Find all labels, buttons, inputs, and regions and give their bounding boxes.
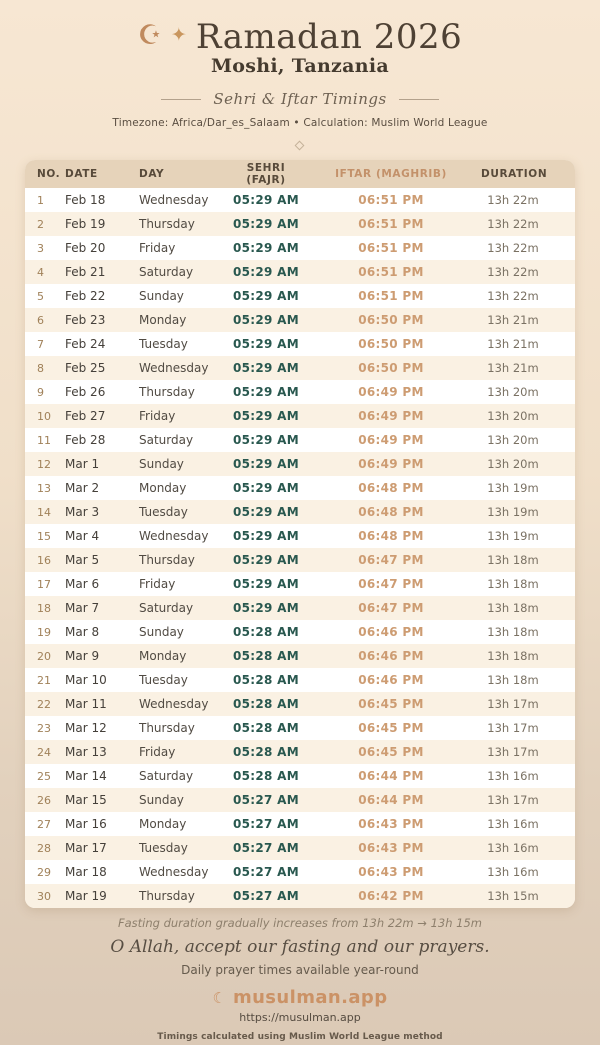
cell-row-number: 7 — [37, 337, 44, 351]
cell-row-number: 6 — [37, 313, 44, 327]
cell-duration: 13h 21m — [487, 337, 539, 351]
cell-iftar-time: 06:45 PM — [358, 697, 424, 711]
cell-iftar-time: 06:48 PM — [358, 505, 424, 519]
table-row — [25, 692, 575, 716]
table-row — [25, 524, 575, 548]
cell-iftar-time: 06:49 PM — [358, 457, 424, 471]
cell-duration: 13h 17m — [487, 793, 539, 807]
cell-iftar-time: 06:48 PM — [358, 481, 424, 495]
table-row — [25, 236, 575, 260]
cell-date: Mar 14 — [65, 769, 107, 783]
cell-date: Mar 15 — [65, 793, 107, 807]
table-row — [25, 788, 575, 812]
cell-day: Wednesday — [139, 865, 209, 879]
cell-date: Mar 13 — [65, 745, 107, 759]
cell-date: Mar 17 — [65, 841, 107, 855]
cell-duration: 13h 16m — [487, 769, 539, 783]
table-row — [25, 404, 575, 428]
cell-row-number: 10 — [37, 409, 51, 423]
cell-duration: 13h 15m — [487, 889, 539, 903]
cell-date: Mar 7 — [65, 601, 100, 615]
cell-iftar-time: 06:50 PM — [358, 337, 424, 351]
cell-duration: 13h 16m — [487, 841, 539, 855]
cell-row-number: 16 — [37, 553, 51, 567]
cell-duration: 13h 22m — [487, 265, 539, 279]
cell-day: Monday — [139, 649, 187, 663]
cell-duration: 13h 22m — [487, 241, 539, 255]
diamond-divider — [112, 142, 487, 149]
cell-day: Monday — [139, 817, 187, 831]
cell-duration: 13h 18m — [487, 649, 539, 663]
cell-sehri-time: 05:29 AM — [232, 553, 299, 567]
cell-day: Friday — [139, 409, 176, 423]
cell-sehri-time: 05:29 AM — [232, 337, 299, 351]
cell-sehri-time: 05:28 AM — [232, 745, 299, 759]
table-row — [25, 188, 575, 212]
cell-iftar-time: 06:47 PM — [358, 577, 424, 591]
cell-date: Mar 6 — [65, 577, 100, 591]
table-row — [25, 500, 575, 524]
cell-day: Monday — [139, 313, 187, 327]
cell-row-number: 24 — [37, 745, 51, 759]
cell-sehri-time: 05:29 AM — [232, 409, 299, 423]
cell-date: Mar 4 — [65, 529, 100, 543]
cell-duration: 13h 18m — [487, 625, 539, 639]
column-header-duration: DURATION — [481, 168, 548, 180]
cell-iftar-time: 06:51 PM — [358, 193, 424, 207]
cell-row-number: 19 — [37, 625, 51, 639]
cell-row-number: 3 — [37, 241, 44, 255]
table-row — [25, 884, 575, 908]
section-title-row — [112, 90, 487, 108]
cell-day: Sunday — [139, 457, 184, 471]
cell-row-number: 25 — [37, 769, 51, 783]
availability-text: Daily prayer times available year-round — [181, 963, 419, 977]
left-divider-line — [161, 99, 201, 100]
table-row — [25, 212, 575, 236]
website-url[interactable]: https://musulman.app — [239, 1011, 361, 1024]
cell-duration: 13h 16m — [487, 865, 539, 879]
cell-duration: 13h 20m — [487, 409, 539, 423]
cell-sehri-time: 05:29 AM — [232, 265, 299, 279]
cell-row-number: 1 — [37, 193, 44, 207]
cell-day: Tuesday — [139, 673, 188, 687]
cell-iftar-time: 06:50 PM — [358, 361, 424, 375]
cell-sehri-time: 05:27 AM — [232, 793, 299, 807]
cell-sehri-time: 05:28 AM — [232, 673, 299, 687]
table-row — [25, 740, 575, 764]
table-row — [25, 380, 575, 404]
table-row — [25, 764, 575, 788]
cell-iftar-time: 06:49 PM — [358, 433, 424, 447]
cell-date: Feb 28 — [65, 433, 106, 447]
cell-iftar-time: 06:43 PM — [358, 841, 424, 855]
cell-sehri-time: 05:29 AM — [232, 481, 299, 495]
timings-table — [25, 160, 575, 908]
cell-iftar-time: 06:45 PM — [358, 721, 424, 735]
cell-day: Sunday — [139, 625, 184, 639]
table-row — [25, 332, 575, 356]
table-body — [25, 188, 575, 908]
table-row — [25, 812, 575, 836]
table-row — [25, 596, 575, 620]
table-row — [25, 860, 575, 884]
cell-date: Feb 18 — [65, 193, 106, 207]
cell-date: Mar 18 — [65, 865, 107, 879]
cell-duration: 13h 19m — [487, 481, 539, 495]
cell-row-number: 30 — [37, 889, 51, 903]
cell-row-number: 8 — [37, 361, 44, 375]
cell-date: Feb 27 — [65, 409, 106, 423]
table-row — [25, 260, 575, 284]
cell-date: Mar 5 — [65, 553, 100, 567]
calculation-method-note: Timings calculated using Muslim World League method — [157, 1032, 443, 1042]
cell-iftar-time: 06:43 PM — [358, 865, 424, 879]
cell-sehri-time: 05:29 AM — [232, 529, 299, 543]
dua-text: O Allah, accept our fasting and our prayers. — [110, 937, 490, 957]
page-header — [112, 0, 487, 149]
cell-sehri-time: 05:29 AM — [232, 289, 299, 303]
cell-day: Friday — [139, 577, 176, 591]
cell-duration: 13h 19m — [487, 505, 539, 519]
cell-row-number: 22 — [37, 697, 51, 711]
cell-iftar-time: 06:44 PM — [358, 793, 424, 807]
title-row — [112, 17, 487, 57]
column-header-sehri: SEHRI (FAJR) — [246, 162, 286, 186]
cell-row-number: 12 — [37, 457, 51, 471]
cell-sehri-time: 05:29 AM — [232, 385, 299, 399]
cell-day: Thursday — [139, 385, 195, 399]
cell-row-number: 11 — [37, 433, 51, 447]
cell-date: Feb 22 — [65, 289, 106, 303]
cell-sehri-time: 05:29 AM — [232, 241, 299, 255]
cell-sehri-time: 05:28 AM — [232, 721, 299, 735]
page-title: Ramadan 2026 — [195, 17, 463, 57]
cell-duration: 13h 17m — [487, 697, 539, 711]
cell-duration: 13h 17m — [487, 745, 539, 759]
brand-row — [110, 987, 489, 1008]
table-row — [25, 620, 575, 644]
cell-sehri-time: 05:29 AM — [232, 505, 299, 519]
cell-iftar-time: 06:45 PM — [358, 745, 424, 759]
cell-sehri-time: 05:29 AM — [232, 457, 299, 471]
cell-row-number: 13 — [37, 481, 51, 495]
cell-iftar-time: 06:47 PM — [358, 553, 424, 567]
cell-duration: 13h 18m — [487, 673, 539, 687]
cell-date: Mar 3 — [65, 505, 100, 519]
cell-row-number: 21 — [37, 673, 51, 687]
table-row — [25, 644, 575, 668]
cell-date: Mar 11 — [65, 697, 107, 711]
cell-day: Tuesday — [139, 505, 188, 519]
four-pointed-star-icon: ✦ — [170, 23, 187, 46]
cell-date: Feb 23 — [65, 313, 106, 327]
cell-duration: 13h 18m — [487, 601, 539, 615]
cell-day: Friday — [139, 745, 176, 759]
cell-sehri-time: 05:29 AM — [232, 601, 299, 615]
cell-sehri-time: 05:28 AM — [232, 649, 299, 663]
cell-sehri-time: 05:28 AM — [232, 697, 299, 711]
cell-duration: 13h 21m — [487, 361, 539, 375]
cell-date: Feb 26 — [65, 385, 106, 399]
cell-date: Mar 19 — [65, 889, 107, 903]
cell-row-number: 29 — [37, 865, 51, 879]
cell-row-number: 5 — [37, 289, 44, 303]
cell-iftar-time: 06:51 PM — [358, 265, 424, 279]
table-row — [25, 428, 575, 452]
cell-row-number: 14 — [37, 505, 51, 519]
right-divider-line — [399, 99, 439, 100]
star-and-crescent-icon: ☪ — [137, 19, 162, 51]
cell-date: Feb 21 — [65, 265, 106, 279]
cell-sehri-time: 05:29 AM — [232, 193, 299, 207]
cell-date: Feb 24 — [65, 337, 106, 351]
cell-row-number: 9 — [37, 385, 44, 399]
cell-duration: 13h 16m — [487, 817, 539, 831]
cell-day: Monday — [139, 481, 187, 495]
table-row — [25, 356, 575, 380]
cell-day: Saturday — [139, 433, 194, 447]
cell-day: Wednesday — [139, 697, 209, 711]
cell-sehri-time: 05:29 AM — [232, 361, 299, 375]
cell-date: Mar 12 — [65, 721, 107, 735]
section-title: Sehri & Iftar Timings — [213, 90, 387, 108]
cell-date: Feb 19 — [65, 217, 106, 231]
cell-iftar-time: 06:48 PM — [358, 529, 424, 543]
cell-row-number: 4 — [37, 265, 44, 279]
cell-sehri-time: 05:29 AM — [232, 433, 299, 447]
cell-row-number: 20 — [37, 649, 51, 663]
cell-sehri-time: 05:29 AM — [232, 313, 299, 327]
cell-sehri-time: 05:27 AM — [232, 865, 299, 879]
page-footer — [110, 916, 489, 1042]
cell-duration: 13h 22m — [487, 289, 539, 303]
cell-iftar-time: 06:51 PM — [358, 217, 424, 231]
cell-iftar-time: 06:46 PM — [358, 673, 424, 687]
cell-iftar-time: 06:43 PM — [358, 817, 424, 831]
cell-duration: 13h 19m — [487, 529, 539, 543]
cell-row-number: 27 — [37, 817, 51, 831]
duration-trend-note: Fasting duration gradually increases from 13h 22m → 13h 15m — [117, 916, 482, 930]
cell-date: Mar 16 — [65, 817, 107, 831]
cell-date: Feb 25 — [65, 361, 106, 375]
location-subtitle: Moshi, Tanzania — [210, 55, 390, 77]
cell-iftar-time: 06:46 PM — [358, 649, 424, 663]
timezone-calculation-info: Timezone: Africa/Dar_es_Salaam • Calculation: Muslim World League — [112, 117, 488, 129]
cell-duration: 13h 18m — [487, 577, 539, 591]
column-header-no: NO. — [37, 168, 61, 180]
cell-date: Mar 10 — [65, 673, 107, 687]
cell-day: Wednesday — [139, 193, 209, 207]
cell-day: Thursday — [139, 217, 195, 231]
cell-duration: 13h 20m — [487, 433, 539, 447]
cell-iftar-time: 06:50 PM — [358, 313, 424, 327]
cell-day: Tuesday — [139, 337, 188, 351]
cell-day: Thursday — [139, 553, 195, 567]
table-row — [25, 476, 575, 500]
cell-duration: 13h 20m — [487, 457, 539, 471]
crescent-moon-icon: ☾ — [212, 988, 226, 1007]
column-header-day: DAY — [139, 168, 165, 180]
cell-duration: 13h 18m — [487, 553, 539, 567]
cell-row-number: 23 — [37, 721, 51, 735]
cell-duration: 13h 17m — [487, 721, 539, 735]
cell-day: Sunday — [139, 793, 184, 807]
column-header-date: DATE — [65, 168, 98, 180]
table-row — [25, 452, 575, 476]
cell-sehri-time: 05:28 AM — [232, 769, 299, 783]
cell-iftar-time: 06:42 PM — [358, 889, 424, 903]
cell-row-number: 17 — [37, 577, 51, 591]
cell-iftar-time: 06:51 PM — [358, 241, 424, 255]
cell-sehri-time: 05:27 AM — [232, 817, 299, 831]
cell-day: Saturday — [139, 265, 194, 279]
cell-duration: 13h 20m — [487, 385, 539, 399]
cell-sehri-time: 05:27 AM — [232, 841, 299, 855]
cell-duration: 13h 22m — [487, 193, 539, 207]
table-header-row — [25, 160, 575, 188]
cell-day: Saturday — [139, 769, 194, 783]
cell-day: Thursday — [139, 889, 195, 903]
cell-day: Tuesday — [139, 841, 188, 855]
cell-sehri-time: 05:29 AM — [232, 217, 299, 231]
cell-row-number: 28 — [37, 841, 51, 855]
cell-day: Wednesday — [139, 529, 209, 543]
cell-iftar-time: 06:46 PM — [358, 625, 424, 639]
brand-name: musulman.app — [232, 987, 388, 1008]
cell-date: Mar 9 — [65, 649, 100, 663]
cell-date: Mar 1 — [65, 457, 100, 471]
table-row — [25, 572, 575, 596]
cell-day: Saturday — [139, 601, 194, 615]
cell-date: Mar 8 — [65, 625, 100, 639]
column-header-iftar: IFTAR (MAGHRIB) — [335, 168, 447, 180]
cell-iftar-time: 06:51 PM — [358, 289, 424, 303]
diamond-icon — [295, 141, 305, 151]
cell-day: Thursday — [139, 721, 195, 735]
table-row — [25, 836, 575, 860]
cell-iftar-time: 06:44 PM — [358, 769, 424, 783]
cell-duration: 13h 22m — [487, 217, 539, 231]
cell-row-number: 26 — [37, 793, 51, 807]
cell-day: Friday — [139, 241, 176, 255]
cell-sehri-time: 05:27 AM — [232, 889, 299, 903]
cell-sehri-time: 05:29 AM — [232, 577, 299, 591]
cell-sehri-time: 05:28 AM — [232, 625, 299, 639]
cell-day: Wednesday — [139, 361, 209, 375]
table-row — [25, 548, 575, 572]
cell-iftar-time: 06:47 PM — [358, 601, 424, 615]
cell-date: Feb 20 — [65, 241, 106, 255]
cell-row-number: 18 — [37, 601, 51, 615]
table-row — [25, 284, 575, 308]
cell-day: Sunday — [139, 289, 184, 303]
cell-date: Mar 2 — [65, 481, 100, 495]
cell-iftar-time: 06:49 PM — [358, 385, 424, 399]
cell-duration: 13h 21m — [487, 313, 539, 327]
cell-row-number: 2 — [37, 217, 44, 231]
cell-iftar-time: 06:49 PM — [358, 409, 424, 423]
cell-row-number: 15 — [37, 529, 51, 543]
table-row — [25, 668, 575, 692]
table-row — [25, 308, 575, 332]
table-row — [25, 716, 575, 740]
